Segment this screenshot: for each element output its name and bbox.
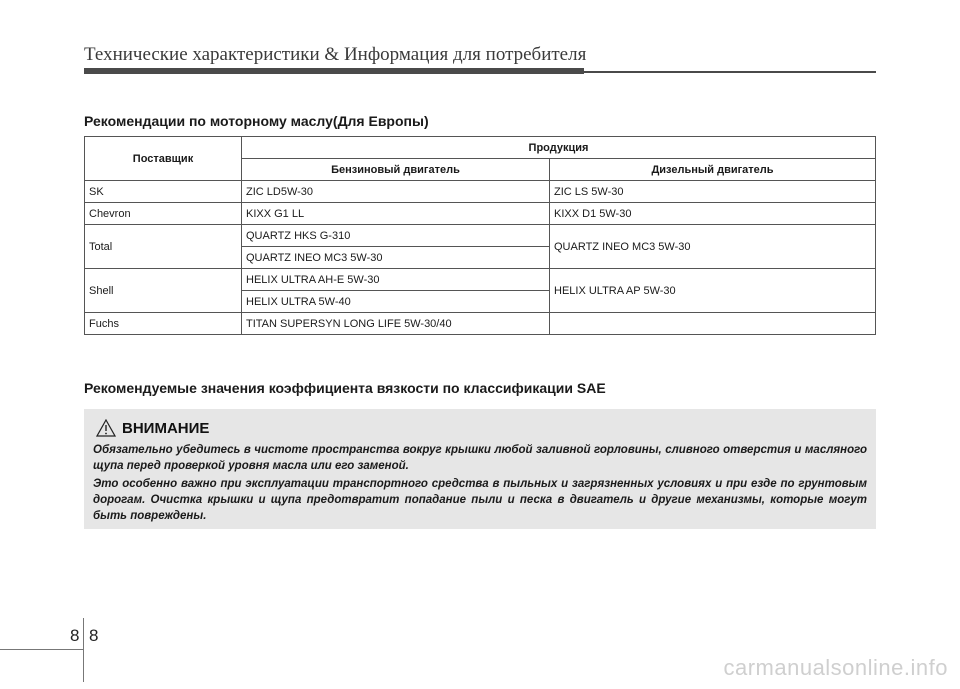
supplier-header: Поставщик [85,137,242,181]
table-row [85,269,876,291]
product-header: Продукция [242,137,876,159]
warning-label: ВНИМАНИЕ [122,419,210,437]
table-row [85,203,876,225]
diesel-cell: KIXX D1 5W-30 [550,203,876,225]
diesel-cell: QUARTZ INEO MC3 5W-30 [550,225,876,269]
supplier-cell: Fuchs [85,313,242,335]
gasoline-cell: TITAN SUPERSYN LONG LIFE 5W-30/40 [242,313,550,335]
table-row [85,313,876,335]
table-row [85,181,876,203]
gasoline-cell: KIXX G1 LL [242,203,550,225]
gasoline-header: Бензиновый двигатель [242,159,550,181]
gasoline-cell: HELIX ULTRA AH-E 5W-30 [242,269,550,291]
warning-header [96,419,209,437]
page-number-section: 8 [70,626,80,645]
gasoline-cell: QUARTZ HKS G-310 [242,225,550,247]
warning-box [84,409,876,529]
diesel-cell: HELIX ULTRA AP 5W-30 [550,269,876,313]
header-rule-thick [84,68,584,74]
page-header-title: Технические характеристики & Информация для потребителя [84,44,587,65]
watermark-text: carmanualsonline.info [723,655,948,680]
gasoline-cell: ZIC LD5W-30 [242,181,550,203]
header-rule [84,68,876,74]
page-number: 8 [89,626,99,645]
warning-triangle-icon [96,419,116,437]
gasoline-cell: QUARTZ INEO MC3 5W-30 [242,247,550,269]
supplier-cell: Shell [85,269,242,313]
diesel-cell: ZIC LS 5W-30 [550,181,876,203]
sae-viscosity-title: Рекомендуемые значения коэффициента вязкости по классификации SAE [84,380,606,396]
diesel-header: Дизельный двигатель [550,159,876,181]
footer-vertical-rule [83,618,84,682]
footer-horizontal-rule [0,649,84,650]
supplier-cell: SK [85,181,242,203]
oil-table [84,136,876,335]
diesel-cell [550,313,876,335]
oil-recommendation-title: Рекомендации по моторному маслу(Для Европы) [84,113,429,129]
supplier-cell: Total [85,225,242,269]
warning-paragraph-1: Обязательно убедитесь в чистоте пространства вокруг крышки любой заливной горловины, сливного отверстия и масляного щупа перед проверкой уровня масла или его заменой. [93,444,867,472]
supplier-cell: Chevron [85,203,242,225]
gasoline-cell: HELIX ULTRA 5W-40 [242,291,550,313]
warning-paragraph-2: Это особенно важно при эксплуатации транспортного средства в пыльных и загрязненных условиях и при езде по грунтовым дорогам. Очистка крышки и щупа предотвратит попадание пыли и песка в двигатель и другие механизмы, которые могут быть повреждены. [93,478,867,522]
table-row [85,225,876,247]
